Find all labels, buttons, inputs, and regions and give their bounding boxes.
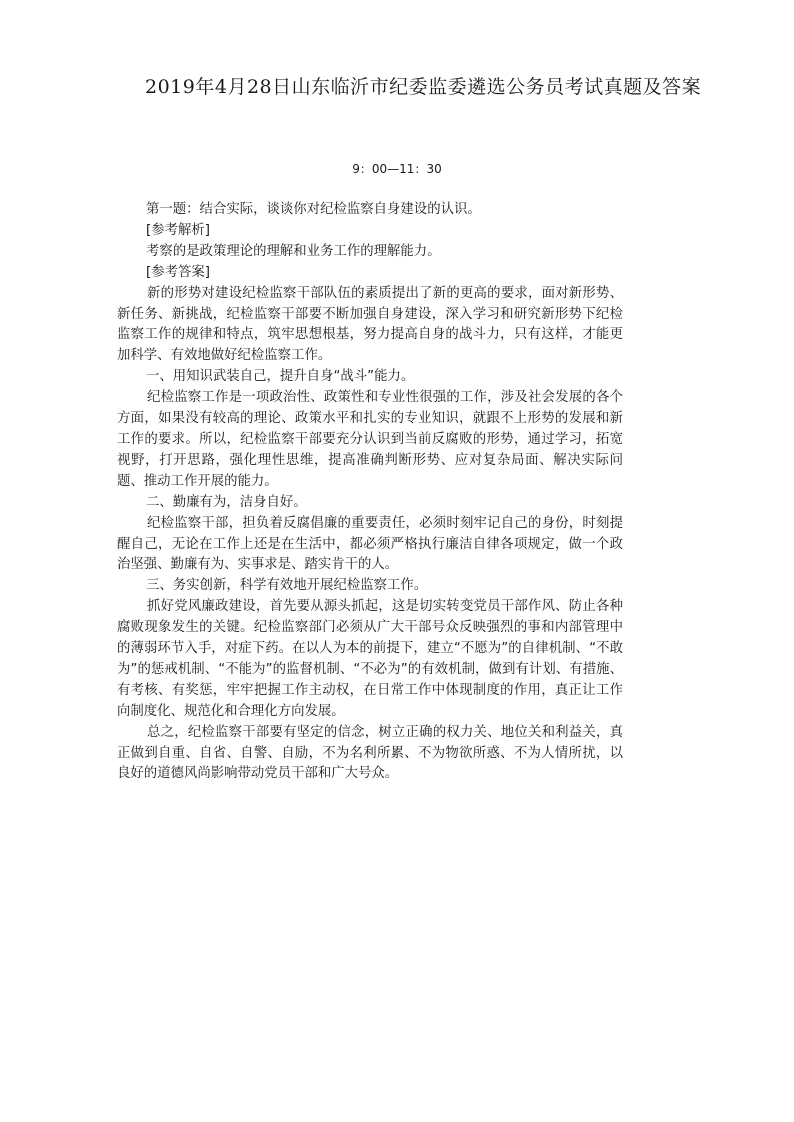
section-paragraph-2: 纪检监察干部，担负着反腐倡廉的重要责任，必须时刻牢记自己的身份，时刻提醒自己，无论在工作上还是在生活中，都必须严格执行廉洁自律各项规定，做一个政治坚强、勤廉有为、实事求是、踏实肯干的人。 — [117, 515, 623, 573]
section-heading-1: 一、用知识武装自己，提升自身“战斗”能力。 — [146, 369, 415, 385]
answer-label: [参考答案] — [146, 264, 211, 280]
section-paragraph-1: 纪检监察工作是一项政治性、政策性和专业性很强的工作，涉及社会发展的各个方面，如果没有较高的理论、政策水平和扎实的专业知识，就跟不上形势的发展和新工作的要求。所以，纪检监察干部要充分认识到当前反腐败的形势，通过学习，拓宽视野，打开思路，强化理性思维，提高准确判断形势、应对复杂局面、解决实际问题、推动工作开展的能力。 — [117, 390, 623, 489]
section-paragraph-3: 抓好党风廉政建设，首先要从源头抓起，这是切实转变党员干部作风、防止各种腐败现象发生的关键。纪检监察部门必须从广大干部号众反映强烈的事和内部管理中的薄弱环节入手，对症下药。在以人为本的前提下，建立“不愿为”的自律机制、“不敢为”的惩戒机制、“不能为”的监督机制、“不必为”的有效机制，做到有计划、有措施、有考核、有奖惩，牢牢把握工作主动权，在日常工作中体现制度的作用，真正让工作向制度化、规范化和合理化方向发展。 — [117, 599, 623, 719]
section-heading-2: 二、勤廉有为，洁身自好。 — [146, 494, 307, 510]
exam-time: 9：00—11：30 — [352, 162, 442, 176]
answer-intro-paragraph: 新的形势对建设纪检监察干部队伍的素质提出了新的更高的要求，面对新形势、新任务、新挑战，纪检监察干部要不断加强自身建设，深入学习和研究新形势下纪检监察工作的规律和特点，筑牢思想根基，努力提高自身的战斗力，只有这样，才能更加科学、有效地做好纪检监察工作。 — [117, 285, 623, 364]
question-paragraph: 第一题：结合实际，谈谈你对纪检监察自身建设的认识。 — [146, 202, 481, 217]
document-title: 2019年4月28日山东临沂市纪委监委遴选公务员考试真题及答案 — [145, 76, 702, 98]
section-heading-3: 三、务实创新，科学有效地开展纪检监察工作。 — [146, 578, 428, 594]
document-body — [117, 200, 623, 785]
analysis-paragraph: 考察的是政策理论的理解和业务工作的理解能力。 — [146, 243, 441, 259]
conclusion-paragraph: 总之，纪检监察干部要有坚定的信念，树立正确的权力关、地位关和利益关，真正做到自重、自省、自警、自励，不为名利所累、不为物欲所惑、不为人情所扰，以良好的道德风尚影响带动党员干部和广大号众。 — [117, 724, 623, 782]
analysis-label: [参考解析] — [146, 222, 211, 238]
